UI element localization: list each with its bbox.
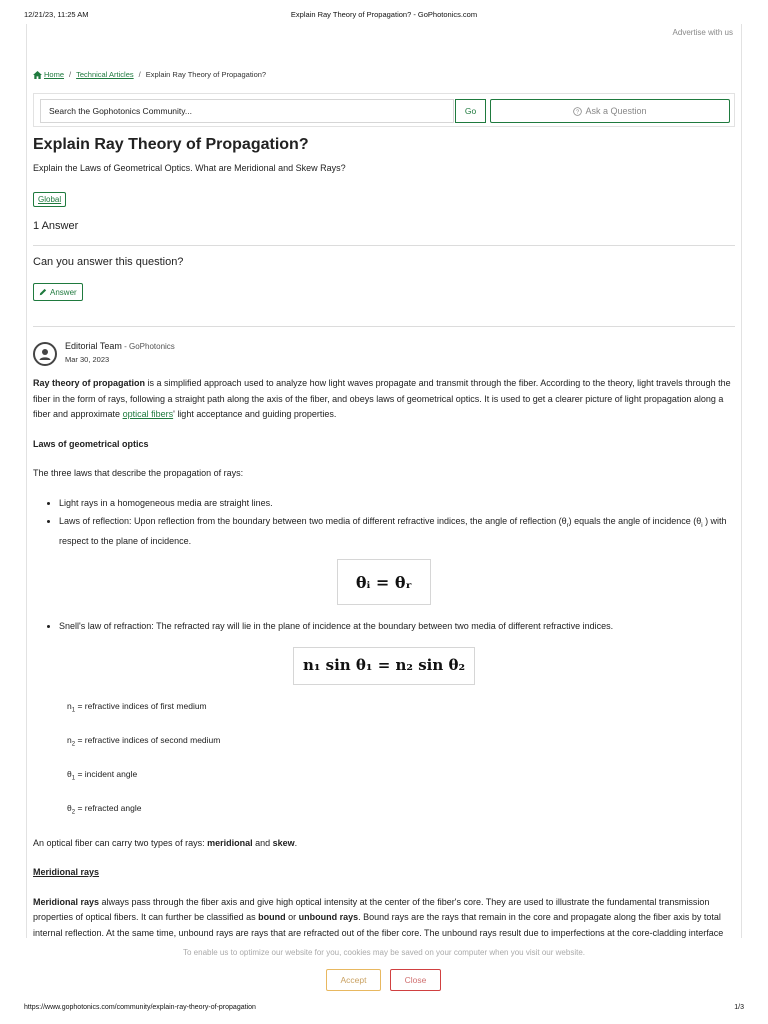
print-url: https://www.gophotonics.com/community/explain-ray-theory-of-propagation: [24, 1004, 256, 1011]
intro-paragraph: [33, 376, 735, 423]
definition-item: $\theta_2$ = refracted angle: [67, 803, 142, 817]
answer-date: Mar 30, 2023: [65, 355, 110, 364]
answer-button[interactable]: [33, 283, 83, 301]
ask-question-button[interactable]: [490, 99, 730, 123]
close-cookies-button[interactable]: Close: [390, 969, 441, 991]
pencil-icon: [39, 288, 47, 296]
list-item: • Snell's law of refraction: The refracted ray will lie in the plane of incidence at the boundary between two media of different refractive indices.: [59, 619, 735, 635]
accept-cookies-button[interactable]: Accept: [326, 969, 381, 991]
reflection-formula: θᵢ = θᵣ: [337, 559, 431, 605]
answer-prompt: Can you answer this question?: [33, 256, 184, 268]
divider: [33, 326, 735, 327]
print-page-title: Explain Ray Theory of Propagation? - GoPhotonics.com: [290, 10, 478, 19]
search-bar: [33, 93, 735, 127]
author-name-line: [65, 341, 175, 351]
variable-definitions: [67, 699, 735, 822]
print-page-number: 1/3: [734, 1004, 744, 1011]
author-org: - GoPhotonics: [121, 342, 175, 351]
print-timestamp: 12/21/23, 11:25 AM: [24, 10, 89, 19]
breadcrumb-separator: /: [69, 70, 72, 79]
intro-text: is a simplified approach used to analyze how light waves propagate and transmit through the fiber. According to the theory, light travels through the fiber in the form of rays, following a straight path along the axis of the fiber, and obeys laws of geometrical optics. It is used to get a clearer picture of light propagation along a fiber and approximate: [33, 378, 731, 419]
author-name[interactable]: Editorial Team: [65, 341, 122, 351]
breadcrumb-separator: /: [138, 70, 141, 79]
avatar: [33, 342, 57, 366]
definition-item: $\theta_1$ = incident angle: [67, 769, 138, 782]
laws-list: [59, 496, 735, 550]
answer-content: [33, 376, 735, 971]
advertise-link[interactable]: Advertise with us: [672, 28, 733, 37]
print-header: [24, 10, 744, 24]
ray-types-paragraph: An optical fiber can carry two types of rays: meridional and skew.: [33, 837, 298, 848]
definition-item: $n_2$ = refractive indices of second medium: [67, 734, 221, 748]
answers-count: 1 Answer: [33, 220, 79, 232]
question-subtitle: Explain the Laws of Geometrical Optics. What are Meridional and Skew Rays?: [33, 163, 346, 173]
ask-question-label: Ask a Question: [585, 106, 647, 116]
meridional-paragraph: Meridional rays always pass through the fiber axis and give high optical intensity at the center of the fiber's core. They are used to illustrate the fundamental transmission properties of optical fibers. It can further be classified as bound or unbound rays. Bound rays are the rays that remain in the core and propagate along the fiber axis by total internal reflection. At the same time, unbound rays are rays that are refracted out of the fiber core. The unbound rays result due to imperfections at the core-cladding interface: [33, 896, 724, 938]
breadcrumb-home[interactable]: Home: [44, 70, 65, 79]
breadcrumb-technical-articles[interactable]: Technical Articles: [76, 70, 134, 79]
tag-global[interactable]: Global: [33, 192, 66, 207]
cookie-text: To enable us to optimize our website for you, cookies may be saved on your computer when you visit our website.: [183, 948, 585, 957]
go-button[interactable]: Go: [455, 99, 486, 123]
user-icon: [38, 347, 52, 361]
intro-end: ' light acceptance and guiding properties.: [173, 409, 337, 419]
page-content: [26, 24, 742, 938]
breadcrumb-current: Explain Ray Theory of Propagation?: [145, 70, 267, 79]
breadcrumb: [33, 70, 266, 79]
search-input[interactable]: [40, 99, 454, 123]
list-item: • Light rays in a homogeneous media are straight lines.: [59, 496, 735, 512]
laws-heading: Laws of geometrical optics: [33, 438, 149, 449]
laws-list-continued: [59, 619, 735, 635]
cookie-banner: [0, 938, 768, 998]
divider: [33, 245, 735, 246]
snells-law-formula: n₁ sin θ₁ = n₂ sin θ₂: [293, 647, 475, 685]
optical-fibers-link[interactable]: optical fibers: [122, 409, 174, 419]
list-item: • Laws of reflection: Upon reflection from the boundary between two media of different refractive indices, the angle of reflection $(\theta_r)$ equals the angle of incidence ($\theta_i$ ) with respect to the plane of incidence.: [59, 514, 735, 550]
question-circle-icon: [573, 107, 582, 116]
laws-intro: The three laws that describe the propagation of rays:: [33, 468, 244, 478]
ray-theory-bold: Ray theory of propagation: [33, 378, 146, 388]
home-icon: [33, 71, 42, 79]
answer-button-label: Answer: [50, 287, 77, 297]
definition-item: $n_1$ = refractive indices of first medium: [67, 700, 207, 714]
meridional-heading: Meridional rays: [33, 867, 100, 878]
svg-text:?: ?: [576, 109, 580, 116]
question-title: Explain Ray Theory of Propagation?: [33, 136, 309, 153]
